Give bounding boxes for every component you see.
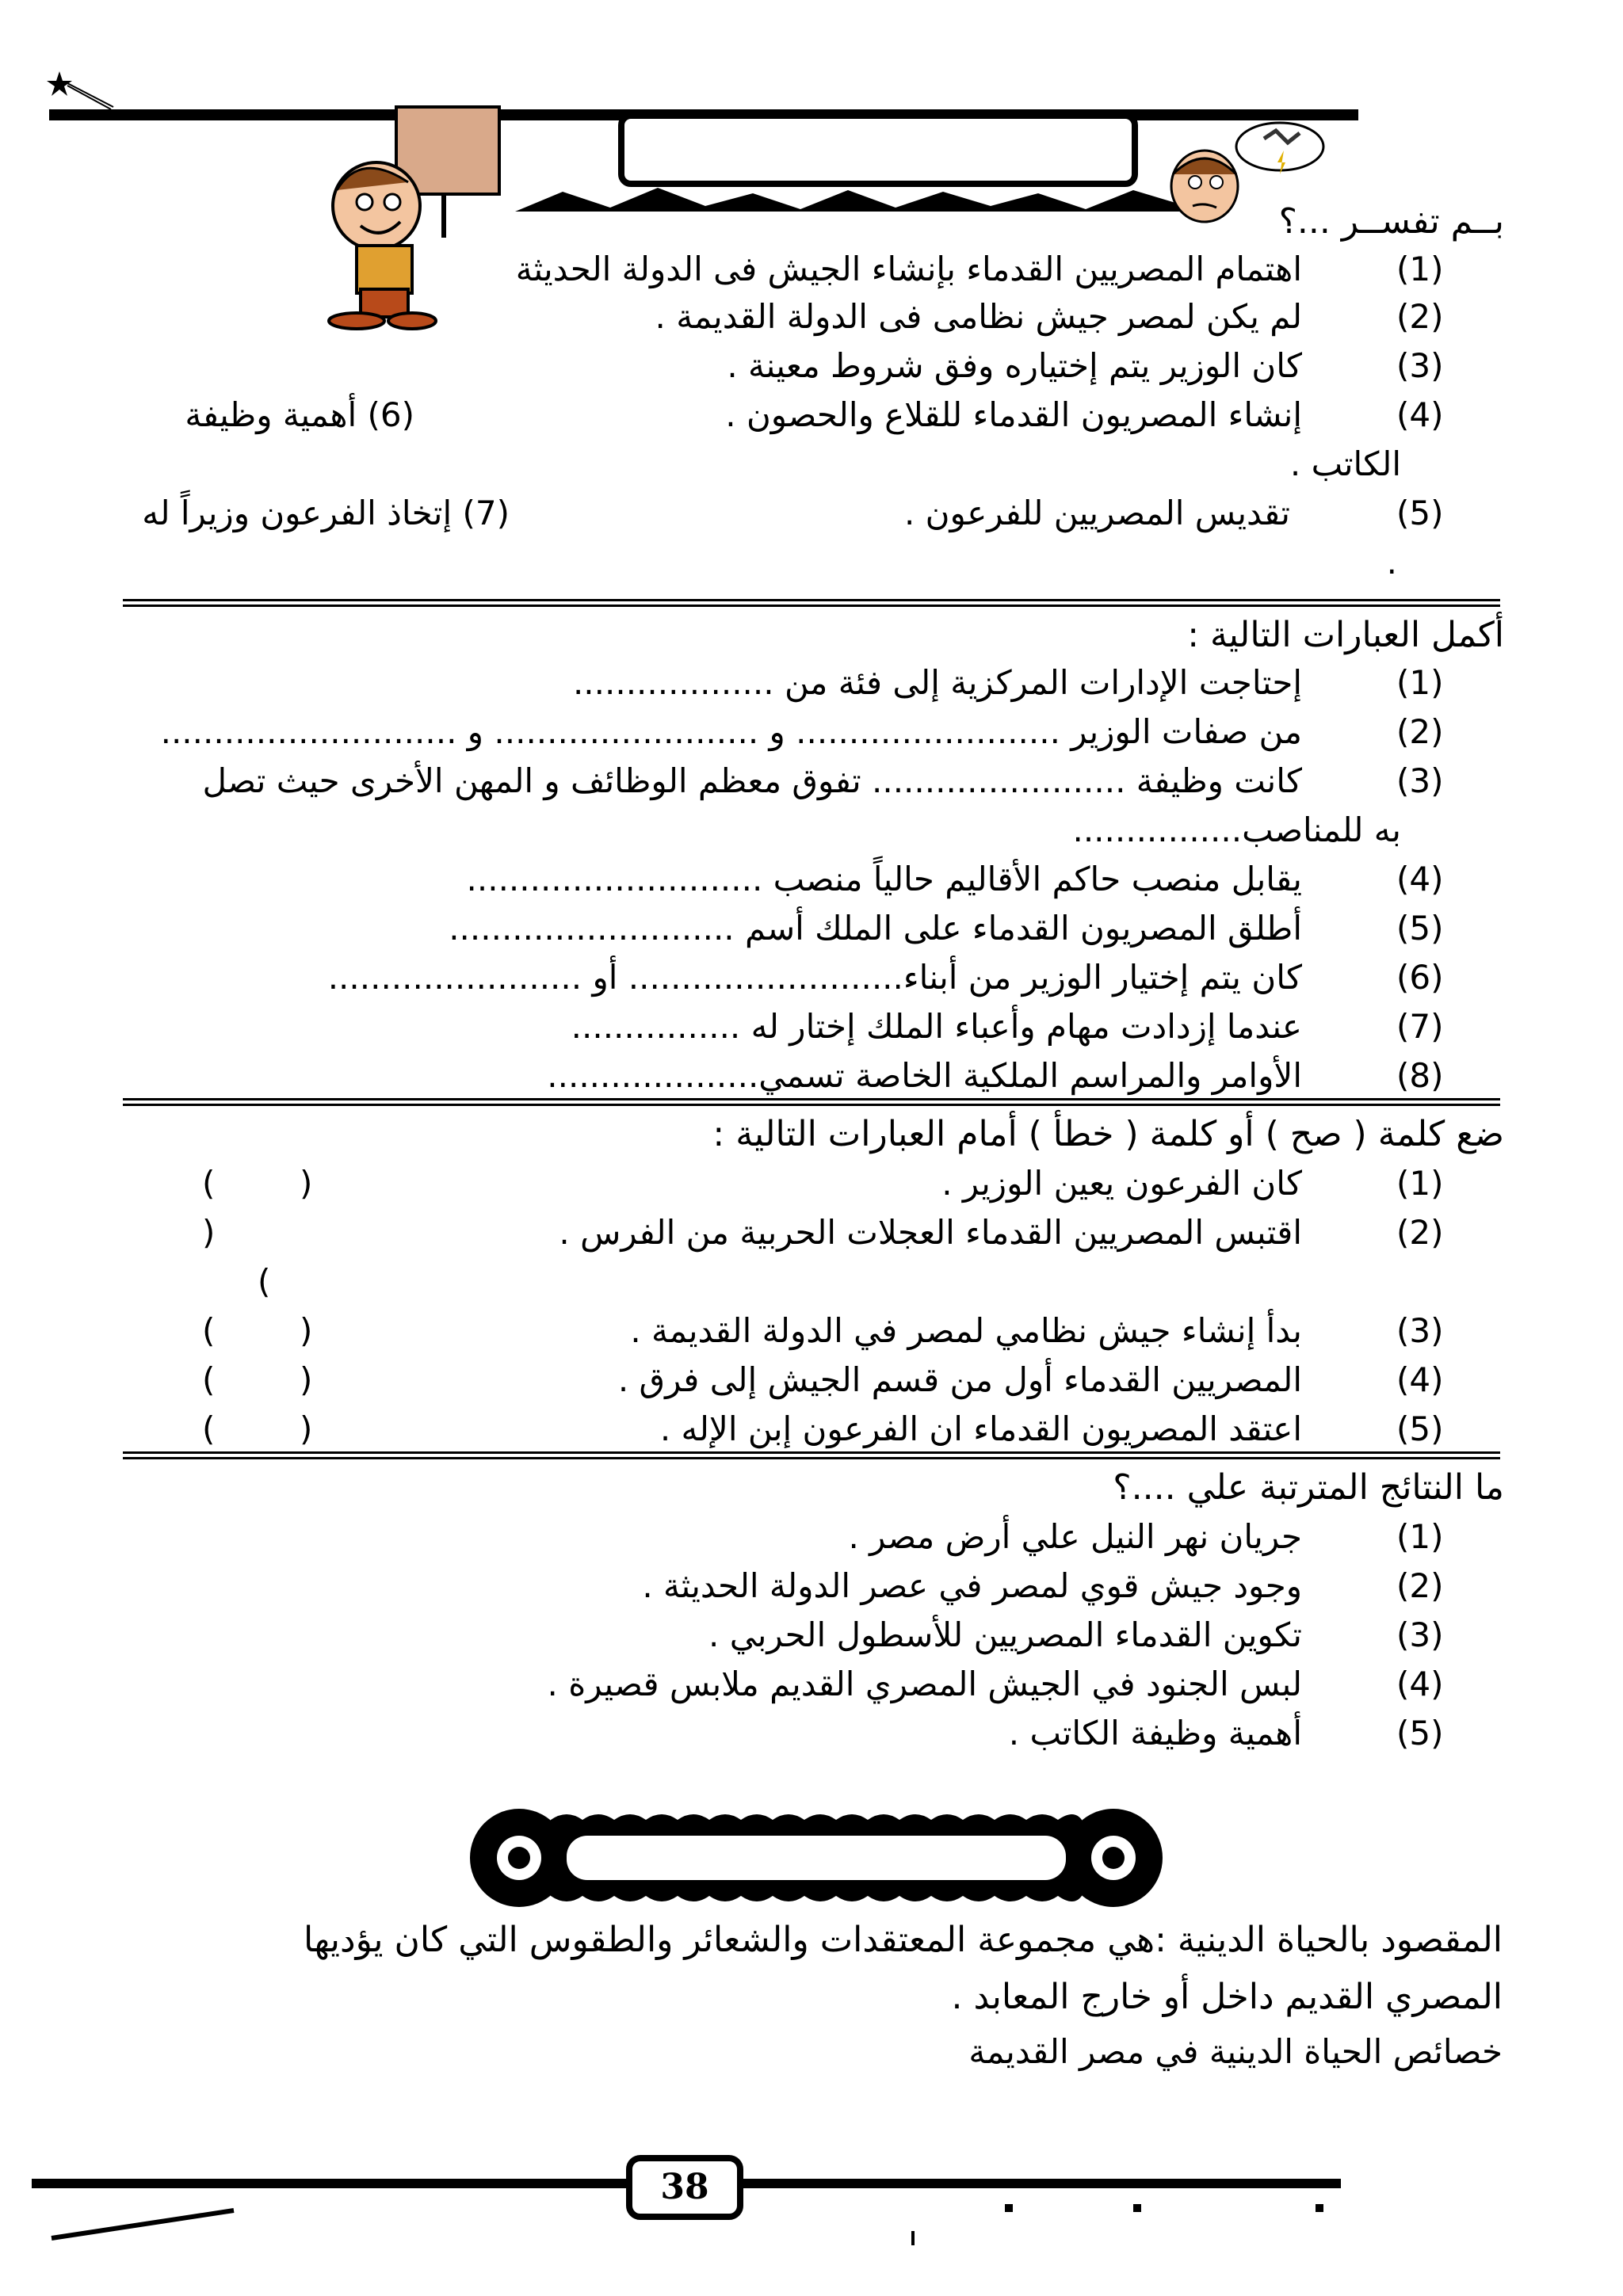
section2-item2-num: (2) <box>1396 712 1444 751</box>
footer-bar-left <box>32 2179 634 2188</box>
section3-item4-text: المصريين القدماء أول من قسم الجيش إلى فرق . <box>617 1360 1302 1399</box>
footer-dots-decoration <box>872 2204 1347 2255</box>
page-number: 38 <box>626 2155 743 2220</box>
section4-item5-num: (5) <box>1396 1714 1444 1753</box>
section-divider-3 <box>123 1451 1500 1459</box>
section1-item7-text: (7) إتخاذ الفرعون وزيراً له <box>142 494 510 532</box>
section3-item2-answer-close: ( <box>258 1262 271 1301</box>
section2-item3-text: كانت وظيفة ........................ تفوق معظم الوظائف و المهن الأخرى حيث تصل <box>202 761 1302 800</box>
section3-item2-answer-open: ) <box>202 1213 216 1252</box>
section4-item5-text: أهمية وظيفة الكاتب . <box>1008 1714 1302 1753</box>
section2-item7-text: عندما إزدادت مهام وأعباء الملك إختار له ................ <box>571 1007 1302 1046</box>
section1-item4-num: (4) <box>1396 395 1444 434</box>
section2-item8-text: الأوامر والمراسم الملكية الخاصة تسمي.................... <box>547 1056 1302 1095</box>
section2-item1-text: إحتاجت الإدارات المركزية إلى فئة من ................... <box>572 663 1302 702</box>
section4-item4-num: (4) <box>1396 1665 1444 1703</box>
section4-item3-text: تكوين القدماء المصريين للأسطول الحربي . <box>708 1615 1302 1654</box>
section2-item3-num: (3) <box>1396 761 1444 800</box>
section3-item5-text: اعتقد المصريون القدماء ان الفرعون إبن الإله . <box>659 1409 1302 1448</box>
section1-item5-num: (5) <box>1396 494 1444 532</box>
footer-bar-right <box>729 2179 1341 2188</box>
section4-item2-num: (2) <box>1396 1566 1444 1605</box>
section1-item7-continuation: . <box>1386 543 1397 582</box>
header-star-icon <box>44 63 115 114</box>
section3-item5-num: (5) <box>1396 1409 1444 1448</box>
section3-item1-text: كان الفرعون يعين الوزير . <box>941 1164 1302 1203</box>
section1-item6-continuation: الكاتب . <box>1289 444 1401 483</box>
section3-item1-answer-close: ( <box>202 1164 216 1203</box>
section2-item2-text: من صفات الوزير ......................... و ......................... و ............................ <box>160 712 1302 751</box>
section1-item3-num: (3) <box>1396 346 1444 385</box>
section3-item5-answer-open: ) <box>300 1409 313 1448</box>
footer-slash-decoration <box>48 2203 238 2245</box>
section2-item8-num: (8) <box>1396 1056 1444 1095</box>
header-ground-decoration <box>515 176 1212 219</box>
section1-item1-num: (1) <box>1396 250 1444 288</box>
section-divider-1 <box>123 599 1500 607</box>
section3-item1-num: (1) <box>1396 1164 1444 1203</box>
section1-heading: بــم تفســر ...؟ <box>1278 201 1504 242</box>
section3-item3-num: (3) <box>1396 1311 1444 1350</box>
section1-item6-text: (6) أهمية وظيفة <box>185 395 414 434</box>
section2-item4-text: يقابل منصب حاكم الأقاليم حالياً منصب ............................ <box>466 860 1302 898</box>
religion-subheading: خصائص الحياة الدينية في مصر القديمة <box>968 2032 1503 2071</box>
section4-item2-text: وجود جيش قوي لمصر في عصر الدولة الحديثة . <box>642 1566 1302 1605</box>
section2-item7-num: (7) <box>1396 1007 1444 1046</box>
section3-item4-answer-open: ) <box>300 1360 313 1399</box>
cartoon-boy-with-sign-icon <box>313 103 511 336</box>
religion-definition-line1: المقصود بالحياة الدينية :هي مجموعة المعتقدات والشعائر والطقوس التي كان يؤديها <box>304 1920 1503 1960</box>
section4-heading: ما النتائج المترتبة علي ....؟ <box>1113 1467 1504 1508</box>
section-divider-2 <box>123 1098 1500 1106</box>
section1-item2-text: لم يكن لمصر جيش نظامى فى الدولة القديمة . <box>655 297 1302 336</box>
section3-item5-answer-close: ( <box>202 1409 216 1448</box>
section4-item1-text: جريان نهر النيل علي أرض مصر . <box>848 1517 1302 1556</box>
section3-item3-answer-open: ) <box>300 1311 313 1350</box>
section3-heading: ضع كلمة ( صح ) أو كلمة ( خطأ ) أمام العبارات التالية : <box>712 1114 1504 1154</box>
section1-item2-num: (2) <box>1396 297 1444 336</box>
section4-item1-num: (1) <box>1396 1517 1444 1556</box>
section2-item3-continuation: به للمناصب................ <box>1072 810 1401 849</box>
section1-item5-text: تقديس المصريين للفرعون . <box>903 494 1290 532</box>
section3-item2-text: اقتبس المصريين القدماء العجلات الحربية من الفرس . <box>559 1213 1302 1252</box>
section2-item4-num: (4) <box>1396 860 1444 898</box>
section3-item4-answer-close: ( <box>202 1360 216 1399</box>
section3-item1-answer-open: ) <box>300 1164 313 1203</box>
section3-item4-num: (4) <box>1396 1360 1444 1399</box>
section3-item3-text: بدأ إنشاء جيش نظامي لمصر في الدولة القديمة . <box>630 1311 1302 1350</box>
section2-item5-num: (5) <box>1396 909 1444 948</box>
section2-item5-text: أطلق المصريون القدماء على الملك أسم ........................... <box>449 909 1302 948</box>
section2-item6-text: كان يتم إختيار الوزير من أبناء.......................... أو ........................ <box>327 958 1302 997</box>
section4-item4-text: لبس الجنود في الجيش المصري القديم ملابس قصيرة . <box>547 1665 1302 1703</box>
section1-item1-text: اهتمام المصريين القدماء بإنشاء الجيش فى الدولة الحديثة <box>515 250 1302 288</box>
section2-heading: أكمل العبارات التالية : <box>1187 615 1504 655</box>
ornamental-banner <box>464 1802 1169 1917</box>
section2-item1-num: (1) <box>1396 663 1444 702</box>
section4-item3-num: (3) <box>1396 1615 1444 1654</box>
section2-item6-num: (6) <box>1396 958 1444 997</box>
religion-definition-line2: المصري القديم داخل أو خارج المعابد . <box>951 1977 1503 2017</box>
section1-item3-text: كان الوزير يتم إختياره وفق شروط معينة . <box>727 346 1302 385</box>
section3-item2-num: (2) <box>1396 1213 1444 1252</box>
section3-item3-answer-close: ( <box>202 1311 216 1350</box>
section1-item4-text: إنشاء المصريون القدماء للقلاع والحصون . <box>725 395 1302 434</box>
